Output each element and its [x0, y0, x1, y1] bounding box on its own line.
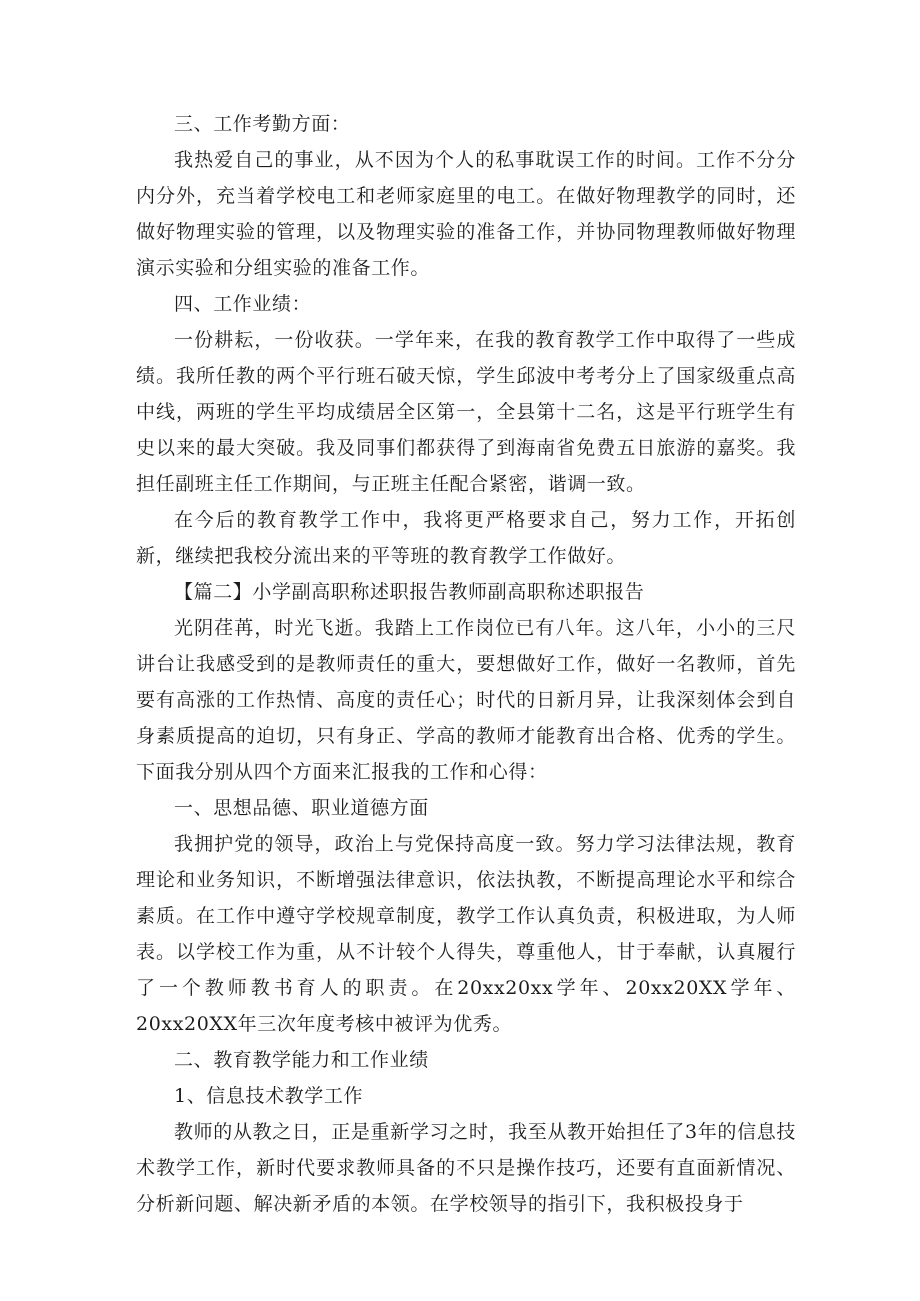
document-body	[136, 106, 796, 1222]
section-heading-achievements: 四、工作业绩：	[174, 293, 312, 315]
paragraph-it-teaching: 教师的从教之日，正是重新学习之时，我至从教开始担任了3年的信息技术教学工作，新时代要求教师具备的不只是操作技巧，还要有直面新情况、分析新问题、解决新矛盾的本领。在学校领导的指引下，我积极投身于	[136, 1121, 796, 1215]
subheading-it-teaching: 1、信息技术教学工作	[174, 1085, 364, 1107]
paragraph-intro: 光阴荏苒，时光飞逝。我踏上工作岗位已有八年。这八年，小小的三尺讲台让我感受到的是教师责任的重大，要想做好工作，做好一名教师，首先要有高涨的工作热情、高度的责任心；时代的日新月异，让我深刻体会到自身素质提高的迫切，只有身正、学高的教师才能教育出合格、优秀的学生。下面我分别从四个方面来汇报我的工作和心得：	[136, 617, 796, 783]
section-heading-attendance: 三、工作考勤方面：	[174, 113, 351, 135]
section-heading-teaching: 二、教育教学能力和工作业绩	[174, 1049, 429, 1071]
paragraph-ethics: 我拥护党的领导，政治上与党保持高度一致。努力学习法律法规，教育理论和业务知识，不断增强法律意识，依法执教，不断提高理论水平和综合素质。在工作中遵守学校规章制度，教学工作认真负责，积极进取，为人师表。以学校工作为重，从不计较个人得失，尊重他人，甘于奉献，认真履行了一个教师教书育人的职责。在20xx20xx学年、20xx20XX学年、20xx20XX年三次年度考核中被评为优秀。	[136, 833, 796, 1035]
article-title-part-two: 【篇二】小学副高职称述职报告教师副高职称述职报告	[174, 581, 645, 603]
paragraph-attendance: 我热爱自己的事业，从不因为个人的私事耽误工作的时间。工作不分分内分外，充当着学校电工和老师家庭里的电工。在做好物理教学的同时，还做好物理实验的管理，以及物理实验的准备工作，并协同物理教师做好物理演示实验和分组实验的准备工作。	[136, 149, 796, 279]
paragraph-future: 在今后的教育教学工作中，我将更严格要求自己，努力工作，开拓创新，继续把我校分流出来的平等班的教育教学工作做好。	[136, 509, 796, 567]
paragraph-achievements: 一份耕耘，一份收获。一学年来，在我的教育教学工作中取得了一些成绩。我所任教的两个平行班石破天惊，学生邱波中考考分上了国家级重点高中线，两班的学生平均成绩居全区第一，全县第十二名，这是平行班学生有史以来的最大突破。我及同事们都获得了到海南省免费五日旅游的嘉奖。我担任副班主任工作期间，与正班主任配合紧密，谐调一致。	[136, 329, 796, 495]
section-heading-ethics: 一、思想品德、职业道德方面	[174, 797, 429, 819]
